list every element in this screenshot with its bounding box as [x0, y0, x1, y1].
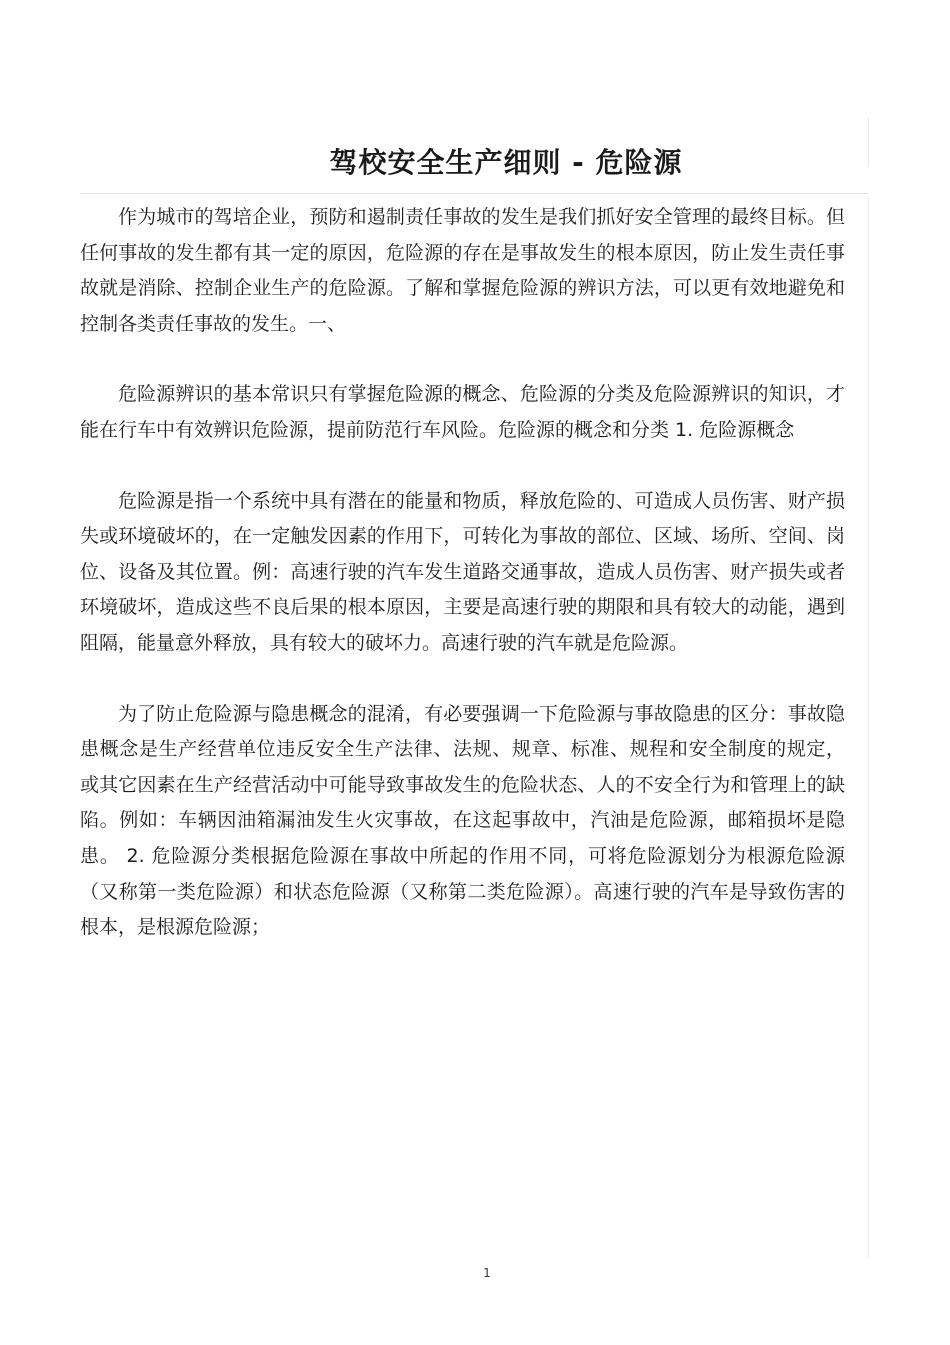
- margin-rule: [868, 196, 869, 1258]
- paragraph: 为了防止危险源与隐患概念的混淆，有必要强调一下危险源与事故隐患的区分：事故隐患概念是生产经营单位违反安全生产法律、法规、规章、标准、规程和安全制度的规定， 或其它因素在生产经营活动中可能导致事故发生的危险状态、人的不安全行为和管理上的缺陷。例如：车辆因油箱漏油发生火灾事故，在这起事故中，汽油是危险源，邮箱损坏是隐患。 2. 危险源分类根据危险源在事故中所起的作用不同，可将危险源划分为根源危险源（又称第一类危险源）和状态危险源（又称第二类危险源）。高速行驶的汽车是导致伤害的根本，是根源危险源；: [80, 702, 845, 939]
- paragraph: 危险源辨识的基本常识只有掌握危险源的概念、危险源的分类及危险源辨识的知识，才能在行车中有效辨识危险源，提前防范行车风险。危险源的概念和分类 1. 危险源概念: [80, 383, 845, 441]
- page-number: 1: [483, 1266, 491, 1280]
- paragraph: 作为城市的驾培企业，预防和遏制责任事故的发生是我们抓好安全管理的最终目标。但任何事故的发生都有其一定的原因，危险源的存在是事故发生的根本原因，防止发生责任事故就是消除、控制企业生产的危险源。了解和掌握危险源的辨识方法，可以更有效地避免和控制各类责任事故的发生。一、: [80, 206, 845, 335]
- paragraph: 危险源是指一个系统中具有潜在的能量和物质，释放危险的、可造成人员伤害、财产损失或环境破坏的，在一定触发因素的作用下，可转化为事故的部位、区域、场所、空间、岗位、设备及其位置。例：高速行驶的汽车发生道路交通事故，造成人员伤害、财产损失或者环境破坏，造成这些不良后果的根本原因，主要是高速行驶的期限和具有较大的动能，遇到阻隔，能量意外释放，具有较大的破坏力。高速行驶的汽车就是危险源。: [80, 489, 845, 654]
- document-body: [80, 200, 845, 946]
- header-divider: [80, 193, 868, 194]
- document-title: 驾校安全生产细则 - 危险源: [329, 145, 683, 179]
